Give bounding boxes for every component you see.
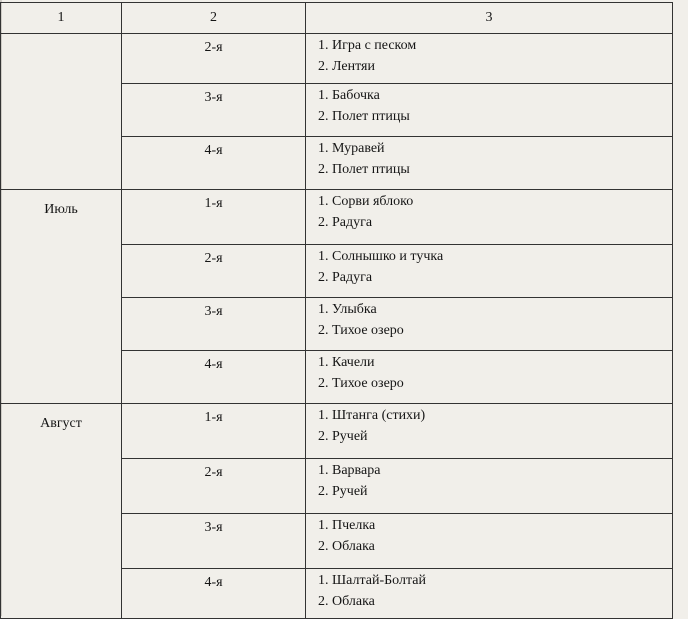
week-cell: 2-я — [122, 245, 306, 298]
header-cell-2: 2 — [122, 3, 306, 34]
month-cell: Август — [1, 404, 122, 619]
exercises-cell — [306, 459, 673, 514]
exercises-cell — [306, 514, 673, 569]
exercise-item: 2. Тихое озеро — [318, 323, 404, 338]
exercise-item: 2. Лентяи — [318, 59, 375, 74]
exercise-item: 2. Полет птицы — [318, 162, 410, 177]
month-cell — [1, 34, 122, 190]
exercises-cell — [306, 351, 673, 404]
exercises-cell — [306, 190, 673, 245]
exercise-item: 2. Тихое озеро — [318, 376, 404, 391]
week-cell: 3-я — [122, 298, 306, 351]
exercises-cell — [306, 245, 673, 298]
exercise-item: 1. Шалтай-Болтай — [318, 573, 426, 588]
table-row — [1, 34, 673, 84]
exercise-item: 1. Штанга (стихи) — [318, 408, 426, 423]
exercise-item: 1. Качели — [318, 355, 375, 370]
exercise-item: 1. Бабочка — [318, 88, 380, 103]
week-cell: 2-я — [122, 34, 306, 84]
exercise-item: 2. Ручей — [318, 429, 368, 444]
month-cell: Июль — [1, 190, 122, 404]
header-cell-1: 1 — [1, 3, 122, 34]
week-cell: 3-я — [122, 84, 306, 137]
exercise-item: 1. Солнышко и тучка — [318, 249, 444, 264]
exercise-item: 1. Сорви яблоко — [318, 194, 414, 209]
exercise-item: 2. Ручей — [318, 484, 368, 499]
exercise-item: 1. Пчелка — [318, 518, 376, 533]
exercise-item: 2. Облака — [318, 594, 375, 609]
exercises-cell — [306, 298, 673, 351]
week-cell: 3-я — [122, 514, 306, 569]
week-cell: 4-я — [122, 351, 306, 404]
exercise-item: 2. Радуга — [318, 270, 373, 285]
table-row — [1, 190, 673, 245]
exercises-cell — [306, 84, 673, 137]
exercise-item: 1. Улыбка — [318, 302, 377, 317]
week-cell: 2-я — [122, 459, 306, 514]
week-cell: 1-я — [122, 190, 306, 245]
week-cell: 1-я — [122, 404, 306, 459]
week-cell: 4-я — [122, 569, 306, 619]
exercise-item: 2. Облака — [318, 539, 375, 554]
exercises-cell — [306, 137, 673, 190]
exercise-item: 1. Варвара — [318, 463, 381, 478]
exercises-cell — [306, 34, 673, 84]
exercise-item: 1. Игра с песком — [318, 38, 417, 53]
table-row — [1, 404, 673, 459]
header-cell-3: 3 — [306, 3, 673, 34]
exercise-item: 1. Муравей — [318, 141, 385, 156]
exercises-cell — [306, 404, 673, 459]
exercise-item: 2. Радуга — [318, 215, 373, 230]
exercises-cell — [306, 569, 673, 619]
exercise-schedule-table — [0, 2, 673, 619]
week-cell: 4-я — [122, 137, 306, 190]
exercise-item: 2. Полет птицы — [318, 109, 410, 124]
table-header-row — [1, 3, 673, 34]
